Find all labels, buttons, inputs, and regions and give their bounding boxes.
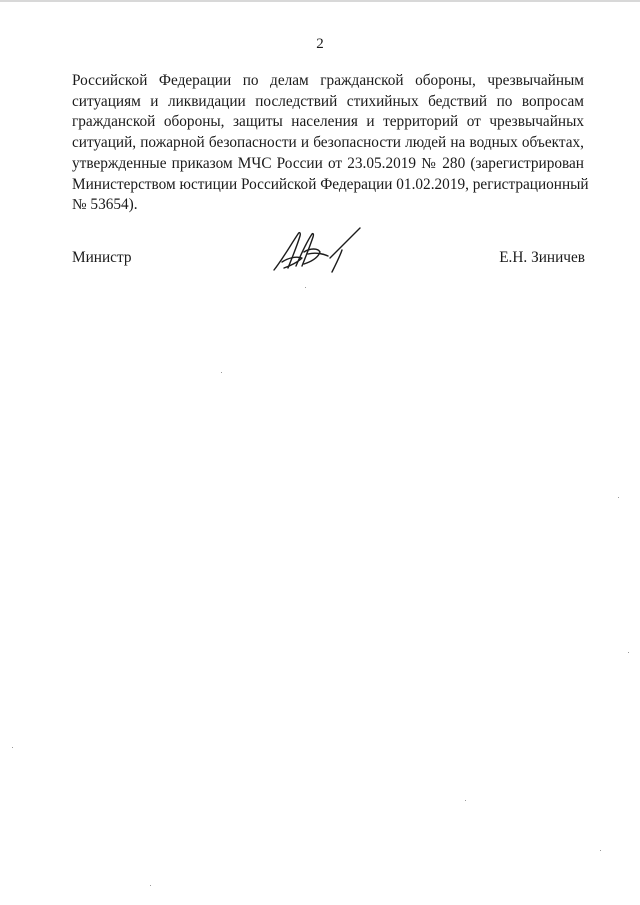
page-number: 2 <box>316 36 324 52</box>
body-line: утвержденные приказом МЧС России от 23.05.2019 № 280 (зарегистрирован <box>72 154 584 172</box>
page-top-edge <box>0 0 640 2</box>
body-line: ситуаций, пожарной безопасности и безопасности людей на водных объектах, <box>72 134 584 152</box>
scan-speck <box>221 372 222 373</box>
scan-speck <box>150 885 151 886</box>
body-line: № 53654). <box>72 196 138 214</box>
body-line: Российской Федерации по делам гражданской обороны, чрезвычайным <box>72 72 584 89</box>
scan-speck <box>600 850 601 851</box>
scan-speck <box>465 800 466 801</box>
handwritten-signature-icon <box>268 222 368 278</box>
scan-speck <box>628 652 629 653</box>
scan-speck <box>618 497 619 498</box>
body-line: Министерством юстиции Российской Федерации 01.02.2019, регистрационный <box>72 175 589 193</box>
body-paragraph <box>72 71 589 216</box>
body-line: гражданской обороны, защиты населения и территорий от чрезвычайных <box>72 113 584 131</box>
body-line: ситуациям и ликвидации последствий стихийных бедствий по вопросам <box>72 92 584 110</box>
scan-speck <box>305 287 306 288</box>
signatory-name: Е.Н. Зиничев <box>499 249 585 266</box>
scan-speck <box>12 747 13 748</box>
signatory-position: Министр <box>72 249 132 266</box>
